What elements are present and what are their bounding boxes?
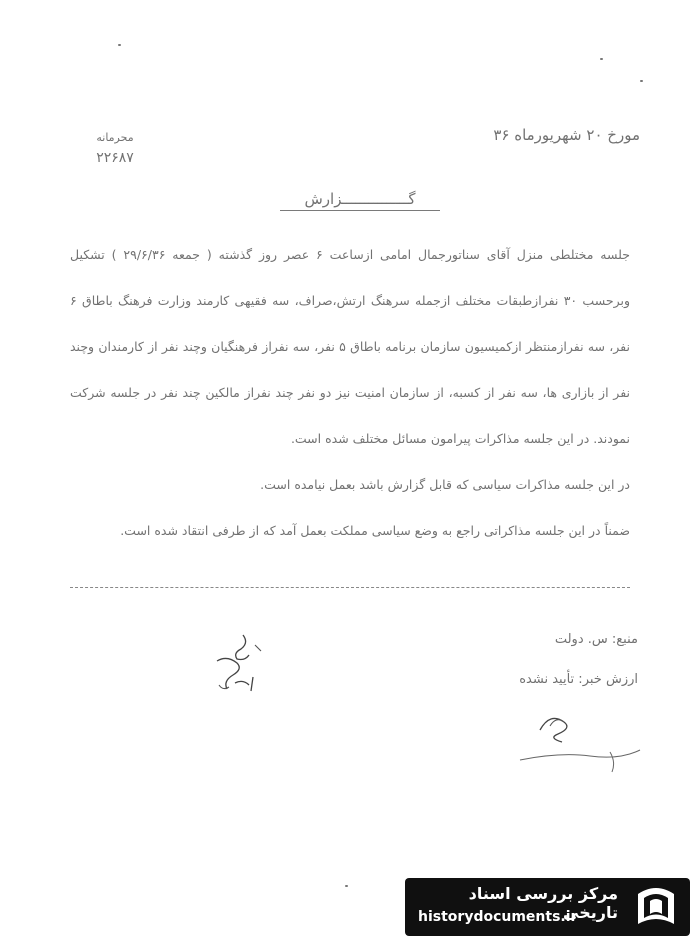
reference-block	[70, 128, 160, 168]
paper-speck	[118, 44, 121, 46]
document-date: مورخ ۲۰ شهریورماه ۳۶	[493, 126, 640, 144]
watermark-title: مرکز بررسی اسناد تاریخی	[468, 884, 618, 922]
watermark-url: historydocuments.ir	[418, 909, 578, 925]
paper-speck	[640, 80, 643, 82]
handwritten-note	[195, 625, 275, 705]
document-heading: گـــــــــــــــزارش	[280, 190, 440, 211]
reference-number: ۲۲۶۸۷	[96, 150, 134, 166]
reliability-line: ارزش خبر: تأیید نشده	[519, 672, 638, 687]
reference-label: محرمانه	[96, 131, 134, 144]
source-line: منبع: س. دولت	[554, 632, 638, 647]
report-paragraph-3: ضمناً در این جلسه مذاکراتی راجع به وضع سیاسی مملکت بعمل آمد که از طرفی انتقاد شده است.	[120, 523, 630, 538]
paper-speck	[345, 885, 348, 887]
report-body	[70, 232, 630, 554]
watermark-logo	[405, 878, 690, 936]
paper-speck	[600, 58, 603, 60]
divider-line	[70, 587, 630, 588]
distribution-block	[388, 620, 638, 700]
signature	[510, 700, 650, 780]
report-paragraph-2: در این جلسه مذاکرات سیاسی که قابل گزارش باشد بعمل نیامده است.	[260, 477, 630, 492]
document-emblem-icon	[632, 884, 680, 930]
report-paragraph-1: جلسه مختلطی منزل آقای سناتورجمال امامی ازساعت ۶ عصر روز گذشته ( جمعه ۲۹/۶/۳۶ ) تشکیل وبرحسب ۳۰ نفرازطبقات مختلف ازجمله سرهنگ ارتش،صراف، سه فقیهی کارمند وزارت فرهنگ باطاق ۶ نفر، سه نفرازمنتظر ازکمیسیون سازمان برنامه باطاق ۵ نفر، سه نفراز فرهنگیان وچند نفر از کارمندان وچند نفر از بازاری ها، سه نفر از کسبه، از سازمان امنیت نیز دو نفر چند نفراز مالکین چند نفر در جلسه شرکت نمودند. در این جلسه مذاکرات پیرامون مسائل مختلف شده است.	[70, 247, 630, 446]
